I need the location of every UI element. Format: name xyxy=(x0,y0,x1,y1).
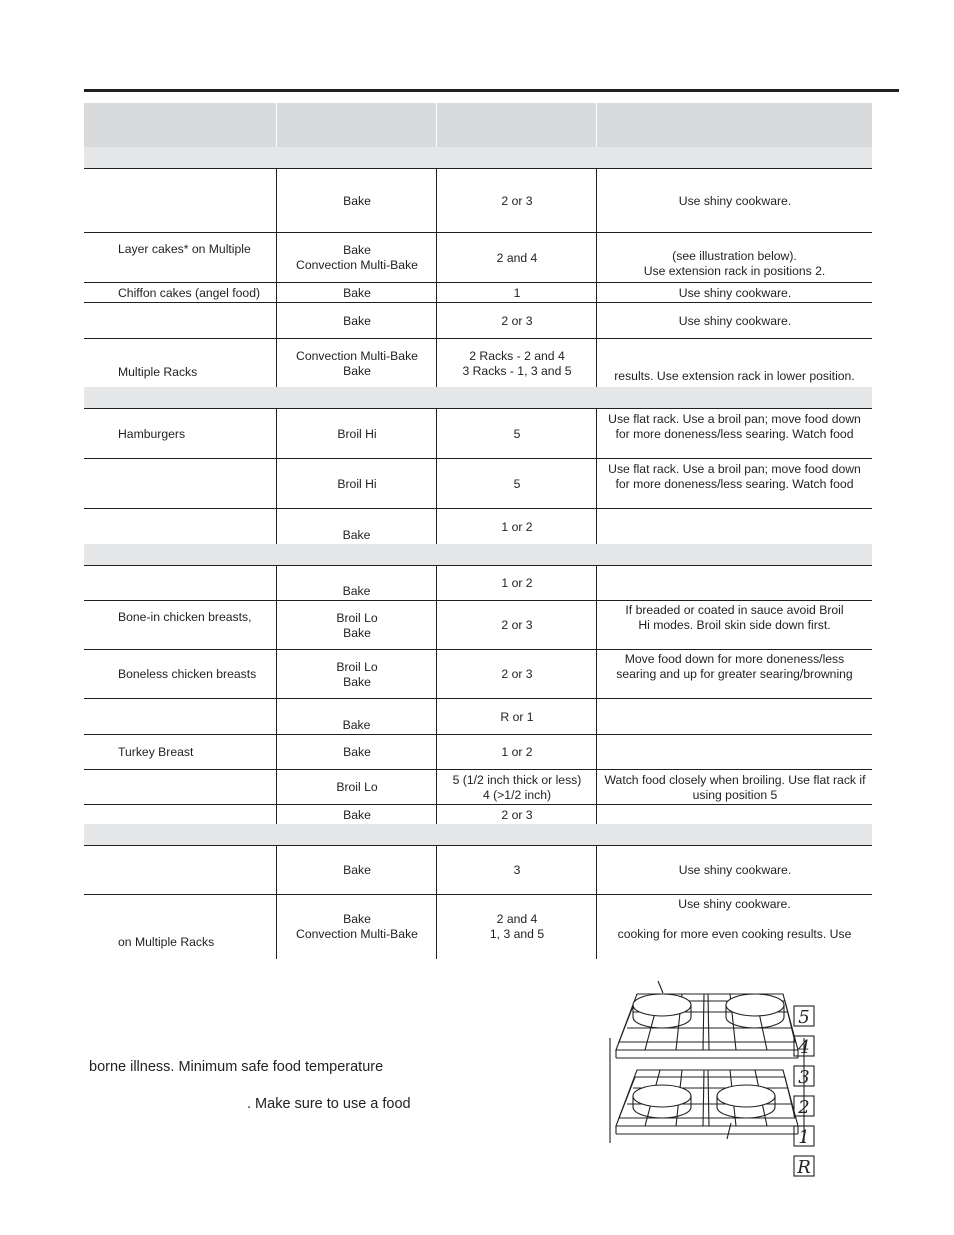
cell-suggestion: Use shiny cookware. xyxy=(596,283,873,303)
table-row xyxy=(84,649,872,699)
cell-rack: 5 xyxy=(436,409,597,459)
cell-rack: 2 and 4 xyxy=(436,233,597,283)
leader-line-bottom xyxy=(727,1123,731,1139)
cell-food xyxy=(84,303,276,339)
table-row xyxy=(84,600,872,650)
cell-suggestion: Use shiny cookware. xyxy=(596,846,873,895)
cell-mode: Bake xyxy=(276,283,437,303)
cell-mode: Bake xyxy=(276,699,436,735)
cell-rack: 2 or 3 xyxy=(436,169,597,233)
cell-mode: Bake xyxy=(276,805,437,825)
rack-position-illustration xyxy=(600,978,830,1183)
cell-mode: Bake xyxy=(276,735,437,770)
header-cell-rack xyxy=(436,103,597,147)
cell-food: Turkey Breast xyxy=(118,745,194,759)
cell-mode: Bake xyxy=(276,509,436,545)
cell-food: Bone-in chicken breasts, xyxy=(118,610,252,624)
table-row xyxy=(84,458,872,509)
cell-suggestion xyxy=(596,805,873,825)
cell-rack: 2 or 3 xyxy=(436,650,597,699)
table-row xyxy=(84,508,872,545)
header-cell-food xyxy=(84,103,276,147)
cell-food xyxy=(84,699,276,735)
cell-rack: 1 xyxy=(436,283,597,303)
cell-mode: Bake Convection Multi-Bake xyxy=(276,895,437,959)
cell-rack: 1 or 2 xyxy=(436,566,597,601)
cell-rack: 1 or 2 xyxy=(436,509,597,545)
top-rule xyxy=(84,89,899,92)
header-cell-suggestions xyxy=(596,103,873,147)
cell-mode: Broil Lo Bake xyxy=(276,650,437,699)
cell-suggestion xyxy=(596,699,873,735)
cell-rack: 2 and 4 1, 3 and 5 xyxy=(436,895,597,959)
cell-rack: 5 (1/2 inch thick or less) 4 (>1/2 inch) xyxy=(436,770,597,805)
rack-label-2: 2 xyxy=(798,1097,810,1118)
header-cell-mode xyxy=(276,103,437,147)
upper-rack xyxy=(616,994,798,1058)
table-row xyxy=(84,734,872,770)
rack-label-1: 1 xyxy=(798,1127,810,1148)
cell-suggestion: Watch food closely when broiling. Use flat rack if using position 5 xyxy=(596,770,873,805)
table-row xyxy=(84,894,872,959)
cell-food xyxy=(84,509,276,545)
cell-rack: 2 or 3 xyxy=(436,805,597,825)
cell-food: Hamburgers xyxy=(118,426,186,441)
note-line-1: borne illness. Minimum safe food temperature xyxy=(89,1059,384,1075)
cell-food xyxy=(84,459,276,509)
cell-mode: Broil Lo xyxy=(276,770,437,805)
note-line-2: . Make sure to use a food xyxy=(247,1096,411,1112)
cell-mode: Bake xyxy=(276,846,437,895)
cell-rack: 1 or 2 xyxy=(436,735,597,770)
cell-mode: Convection Multi-Bake Bake xyxy=(276,339,437,388)
cell-food: Boneless chicken breasts xyxy=(118,667,257,681)
cell-mode: Bake xyxy=(276,566,436,601)
lower-rack xyxy=(616,1070,798,1134)
cell-suggestion: If breaded or coated in sauce avoid Broil Hi modes. Broil skin side down first. xyxy=(596,601,872,650)
rack-label-r: R xyxy=(797,1157,811,1178)
cell-food: Chiffon cakes (angel food) xyxy=(118,285,261,300)
cell-rack: 2 or 3 xyxy=(436,601,597,650)
cell-food: Layer cakes* on Multiple xyxy=(118,242,251,256)
cell-rack: 2 Racks - 2 and 4 3 Racks - 1, 3 and 5 xyxy=(436,339,597,388)
table-row xyxy=(84,408,872,459)
cell-suggestion xyxy=(596,566,873,601)
cell-food xyxy=(84,846,276,895)
cell-rack: 3 xyxy=(436,846,597,895)
rack-label-5: 5 xyxy=(798,1007,810,1028)
cell-suggestion: Use flat rack. Use a broil pan; move food down for more doneness/less searing. Watch food xyxy=(596,459,872,509)
cell-suggestion xyxy=(596,509,873,545)
cell-rack: 2 or 3 xyxy=(436,303,597,339)
cell-suggestion: Use shiny cookware. xyxy=(596,169,873,233)
cell-mode: Broil Hi xyxy=(276,409,437,459)
section-row-baked-goods xyxy=(84,147,872,168)
rack-label-4: 4 xyxy=(798,1037,810,1058)
cell-food xyxy=(84,566,276,601)
cell-suggestion: results. Use extension rack in lower position. xyxy=(596,339,872,388)
cell-mode: Broil Hi xyxy=(276,459,437,509)
cell-food xyxy=(84,169,276,233)
cell-rack: 5 xyxy=(436,459,597,509)
table-row xyxy=(84,168,872,233)
table-row xyxy=(84,769,872,805)
table-row xyxy=(84,282,872,303)
table-row xyxy=(84,698,872,735)
table-header-row xyxy=(84,103,872,147)
cell-suggestion: Use flat rack. Use a broil pan; move food down for more doneness/less searing. Watch food xyxy=(596,409,872,459)
table-row xyxy=(84,845,872,895)
table-row xyxy=(84,302,872,339)
table-row xyxy=(84,804,872,825)
cell-food: Multiple Racks xyxy=(118,365,198,379)
cell-rack: R or 1 xyxy=(436,699,597,735)
table-row xyxy=(84,232,872,283)
cell-mode: Broil Lo Bake xyxy=(276,601,437,650)
cell-suggestion: (see illustration below). Use extension rack in positions 2. xyxy=(596,233,872,283)
cell-suggestion: Use shiny cookware. xyxy=(596,303,873,339)
cell-mode: Bake xyxy=(276,303,437,339)
table-row xyxy=(84,565,872,601)
section-row-meats xyxy=(84,387,872,408)
section-row-other xyxy=(84,824,872,845)
table-row xyxy=(84,338,872,388)
rack-label-3: 3 xyxy=(798,1067,810,1088)
cell-food xyxy=(84,805,276,825)
cell-suggestion xyxy=(596,735,873,770)
cell-mode: Bake xyxy=(276,169,437,233)
leader-line-top xyxy=(658,981,663,993)
cell-suggestion: Move food down for more doneness/less searing and up for greater searing/browning xyxy=(596,650,872,699)
cell-suggestion: Use shiny cookware. cooking for more even cooking results. Use xyxy=(596,895,872,959)
section-row-poultry xyxy=(84,544,872,565)
cell-food xyxy=(84,770,276,805)
cell-food: on Multiple Racks xyxy=(118,935,215,949)
cell-mode: Bake Convection Multi-Bake xyxy=(276,233,437,283)
